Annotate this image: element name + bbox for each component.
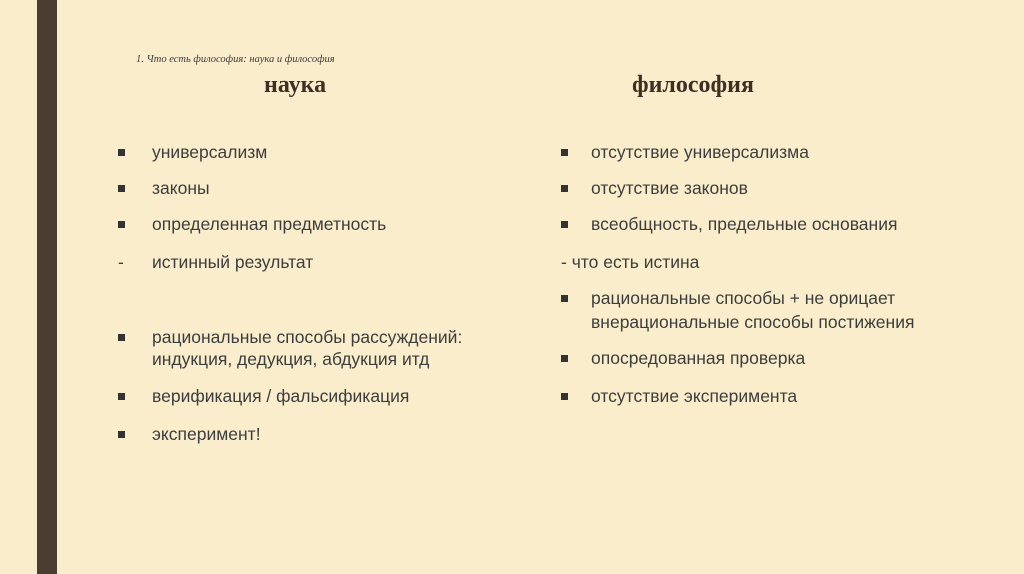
list-item-text: отсутствие эксперимента [591, 386, 798, 406]
list-item-text: эксперимент! [152, 424, 261, 444]
list-item-text: определенная предметность [152, 214, 387, 234]
square-bullet-icon [561, 295, 568, 302]
accent-bar [37, 0, 57, 574]
list-item-text: рациональные способы рассуждений: [152, 327, 463, 347]
list-item-text: всеобщность, предельные основания [591, 214, 898, 234]
list-item-text: законы [152, 178, 210, 198]
list-item-text: опосредованная проверка [591, 348, 806, 368]
list-item-text: истинный результат [152, 252, 314, 272]
dash-bullet-text: - что есть истина [561, 252, 700, 272]
square-bullet-icon [561, 355, 568, 362]
square-bullet-icon [561, 393, 568, 400]
square-bullet-icon [561, 221, 568, 228]
square-bullet-icon [118, 149, 125, 156]
square-bullet-icon [118, 334, 125, 341]
square-bullet-icon [561, 149, 568, 156]
column-heading-philosophy: философия [632, 72, 754, 98]
list-item-text: верификация / фальсификация [152, 386, 410, 406]
list-item-text: рациональные способы + не орицает [591, 288, 896, 308]
list-item-text-continued: индукция, дедукция, абдукция итд [152, 349, 430, 369]
square-bullet-icon [118, 185, 125, 192]
slide-subtitle: 1. Что есть философия: наука и философия [136, 54, 335, 65]
square-bullet-icon [118, 221, 125, 228]
list-item-text: отсутствие универсализма [591, 142, 809, 162]
column-heading-science: наука [264, 72, 327, 98]
list-item-text: отсутствие законов [591, 178, 748, 198]
square-bullet-icon [118, 431, 125, 438]
list-item-text-continued: внерациональные способы постижения [591, 312, 915, 332]
list-item-text: универсализм [152, 142, 268, 162]
square-bullet-icon [118, 393, 125, 400]
dash-bullet: - [118, 252, 124, 272]
square-bullet-icon [561, 185, 568, 192]
